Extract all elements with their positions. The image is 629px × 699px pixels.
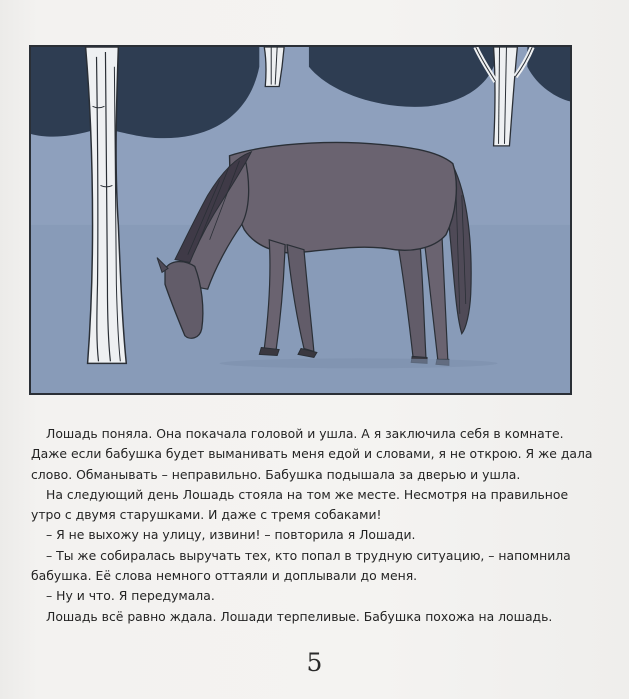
paragraph-4-line-1: – Ты же собиралась выручать тех, кто попал в трудную ситуацию, – напомнила [46,547,571,563]
illustration-canvas [31,47,570,393]
paragraph-1-line-2: Даже если бабушка будет выманивать меня едой и словами, я не открою. Я же дала [31,446,593,462]
paragraph-3-line-1: – Я не выхожу на улицу, извини! – повторила я Лошади. [46,527,416,543]
paragraph-4-line-2: бабушка. Её слова немного оттаяли и доплывали до меня. [31,568,418,584]
paragraph-6-line-1: Лошадь всё равно ждала. Лошади терпеливые. Бабушка похожа на лошадь. [46,608,553,624]
horse-grazing-illustration [29,45,572,395]
paragraph-1-line-3: слово. Обманывать – неправильно. Бабушка подышала за дверью и ушла. [31,466,521,482]
paragraph-5-line-1: – Ну и что. Я передумала. [46,588,215,604]
paragraph-1-line-1: Лошадь поняла. Она покачала головой и ушла. А я заключила себя в комнате. [46,426,564,441]
story-text [31,424,593,627]
paragraph-2-line-1: На следующий день Лошадь стояла на том же месте. Несмотря на правильное [46,486,569,502]
ground-shadow [220,358,498,368]
paragraph-2-line-2: утро с двумя старушками. И даже с тремя собаками! [31,507,382,523]
page-number: 5 [306,648,323,677]
